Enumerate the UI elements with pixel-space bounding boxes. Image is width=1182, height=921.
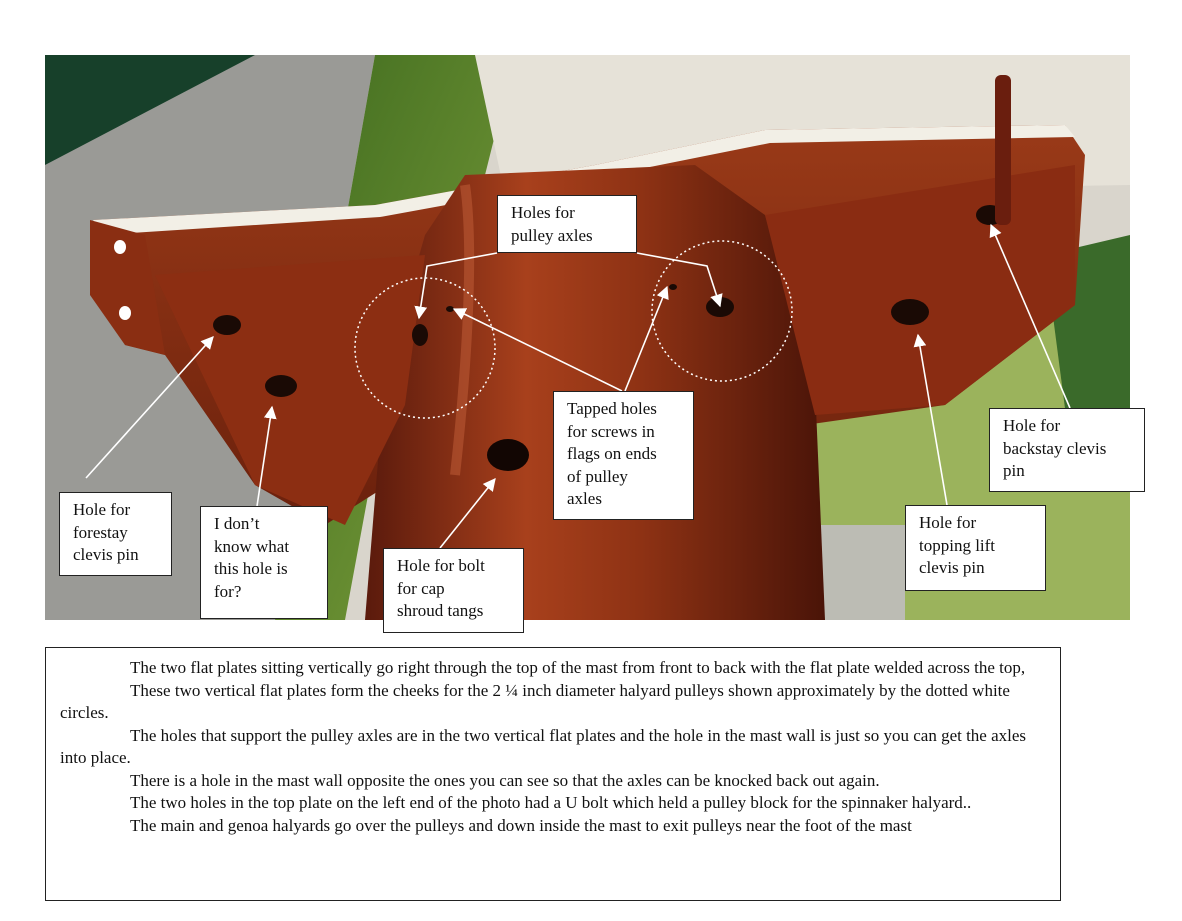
callout-unknown-hole: I don’t know what this hole is for? [200,506,328,619]
callout-pulley-axles: Holes for pulley axles [497,195,637,253]
arrow-tapped-right [625,287,667,391]
note-paragraph: These two vertical flat plates form the cheeks for the 2 ¼ inch diameter halyard pulleys shown approximately by the dotted white circles. [60,680,1010,722]
arrow-tapped-left [454,309,622,391]
arrow-unknown [257,407,272,506]
note-paragraph: The two flat plates sitting vertically go right through the top of the mast from front to back with the flat plate welded across the top, [130,658,1026,677]
arrow-backstay [991,225,1070,408]
note-paragraph: The holes that support the pulley axles are in the two vertical flat plates and the hole in the mast wall is just so you can get the axles into place. [60,725,1027,767]
arrow-pulley-axle-right [637,253,720,306]
explanation-notes [45,647,1061,901]
callout-tapped-holes: Tapped holes for screws in flags on ends of pulley axles [553,391,694,520]
arrow-cap-shroud [440,479,495,548]
arrow-forestay [86,337,213,478]
callout-backstay: Hole for backstay clevis pin [989,408,1145,492]
arrow-pulley-axle-left [419,253,497,318]
callout-topping-lift: Hole for topping lift clevis pin [905,505,1046,591]
note-paragraph: There is a hole in the mast wall opposite the ones you can see so that the axles can be knocked back out again. [130,770,880,790]
arrow-topping-lift [918,335,947,505]
note-paragraph: The main and genoa halyards go over the pulleys and down inside the mast to exit pulleys near the foot of the mast [130,815,912,835]
callout-forestay: Hole for forestay clevis pin [59,492,172,576]
callout-cap-shroud: Hole for bolt for cap shroud tangs [383,548,524,633]
note-paragraph: The two holes in the top plate on the left end of the photo had a U bolt which held a pulley block for the spinnaker halyard.. [130,793,972,812]
